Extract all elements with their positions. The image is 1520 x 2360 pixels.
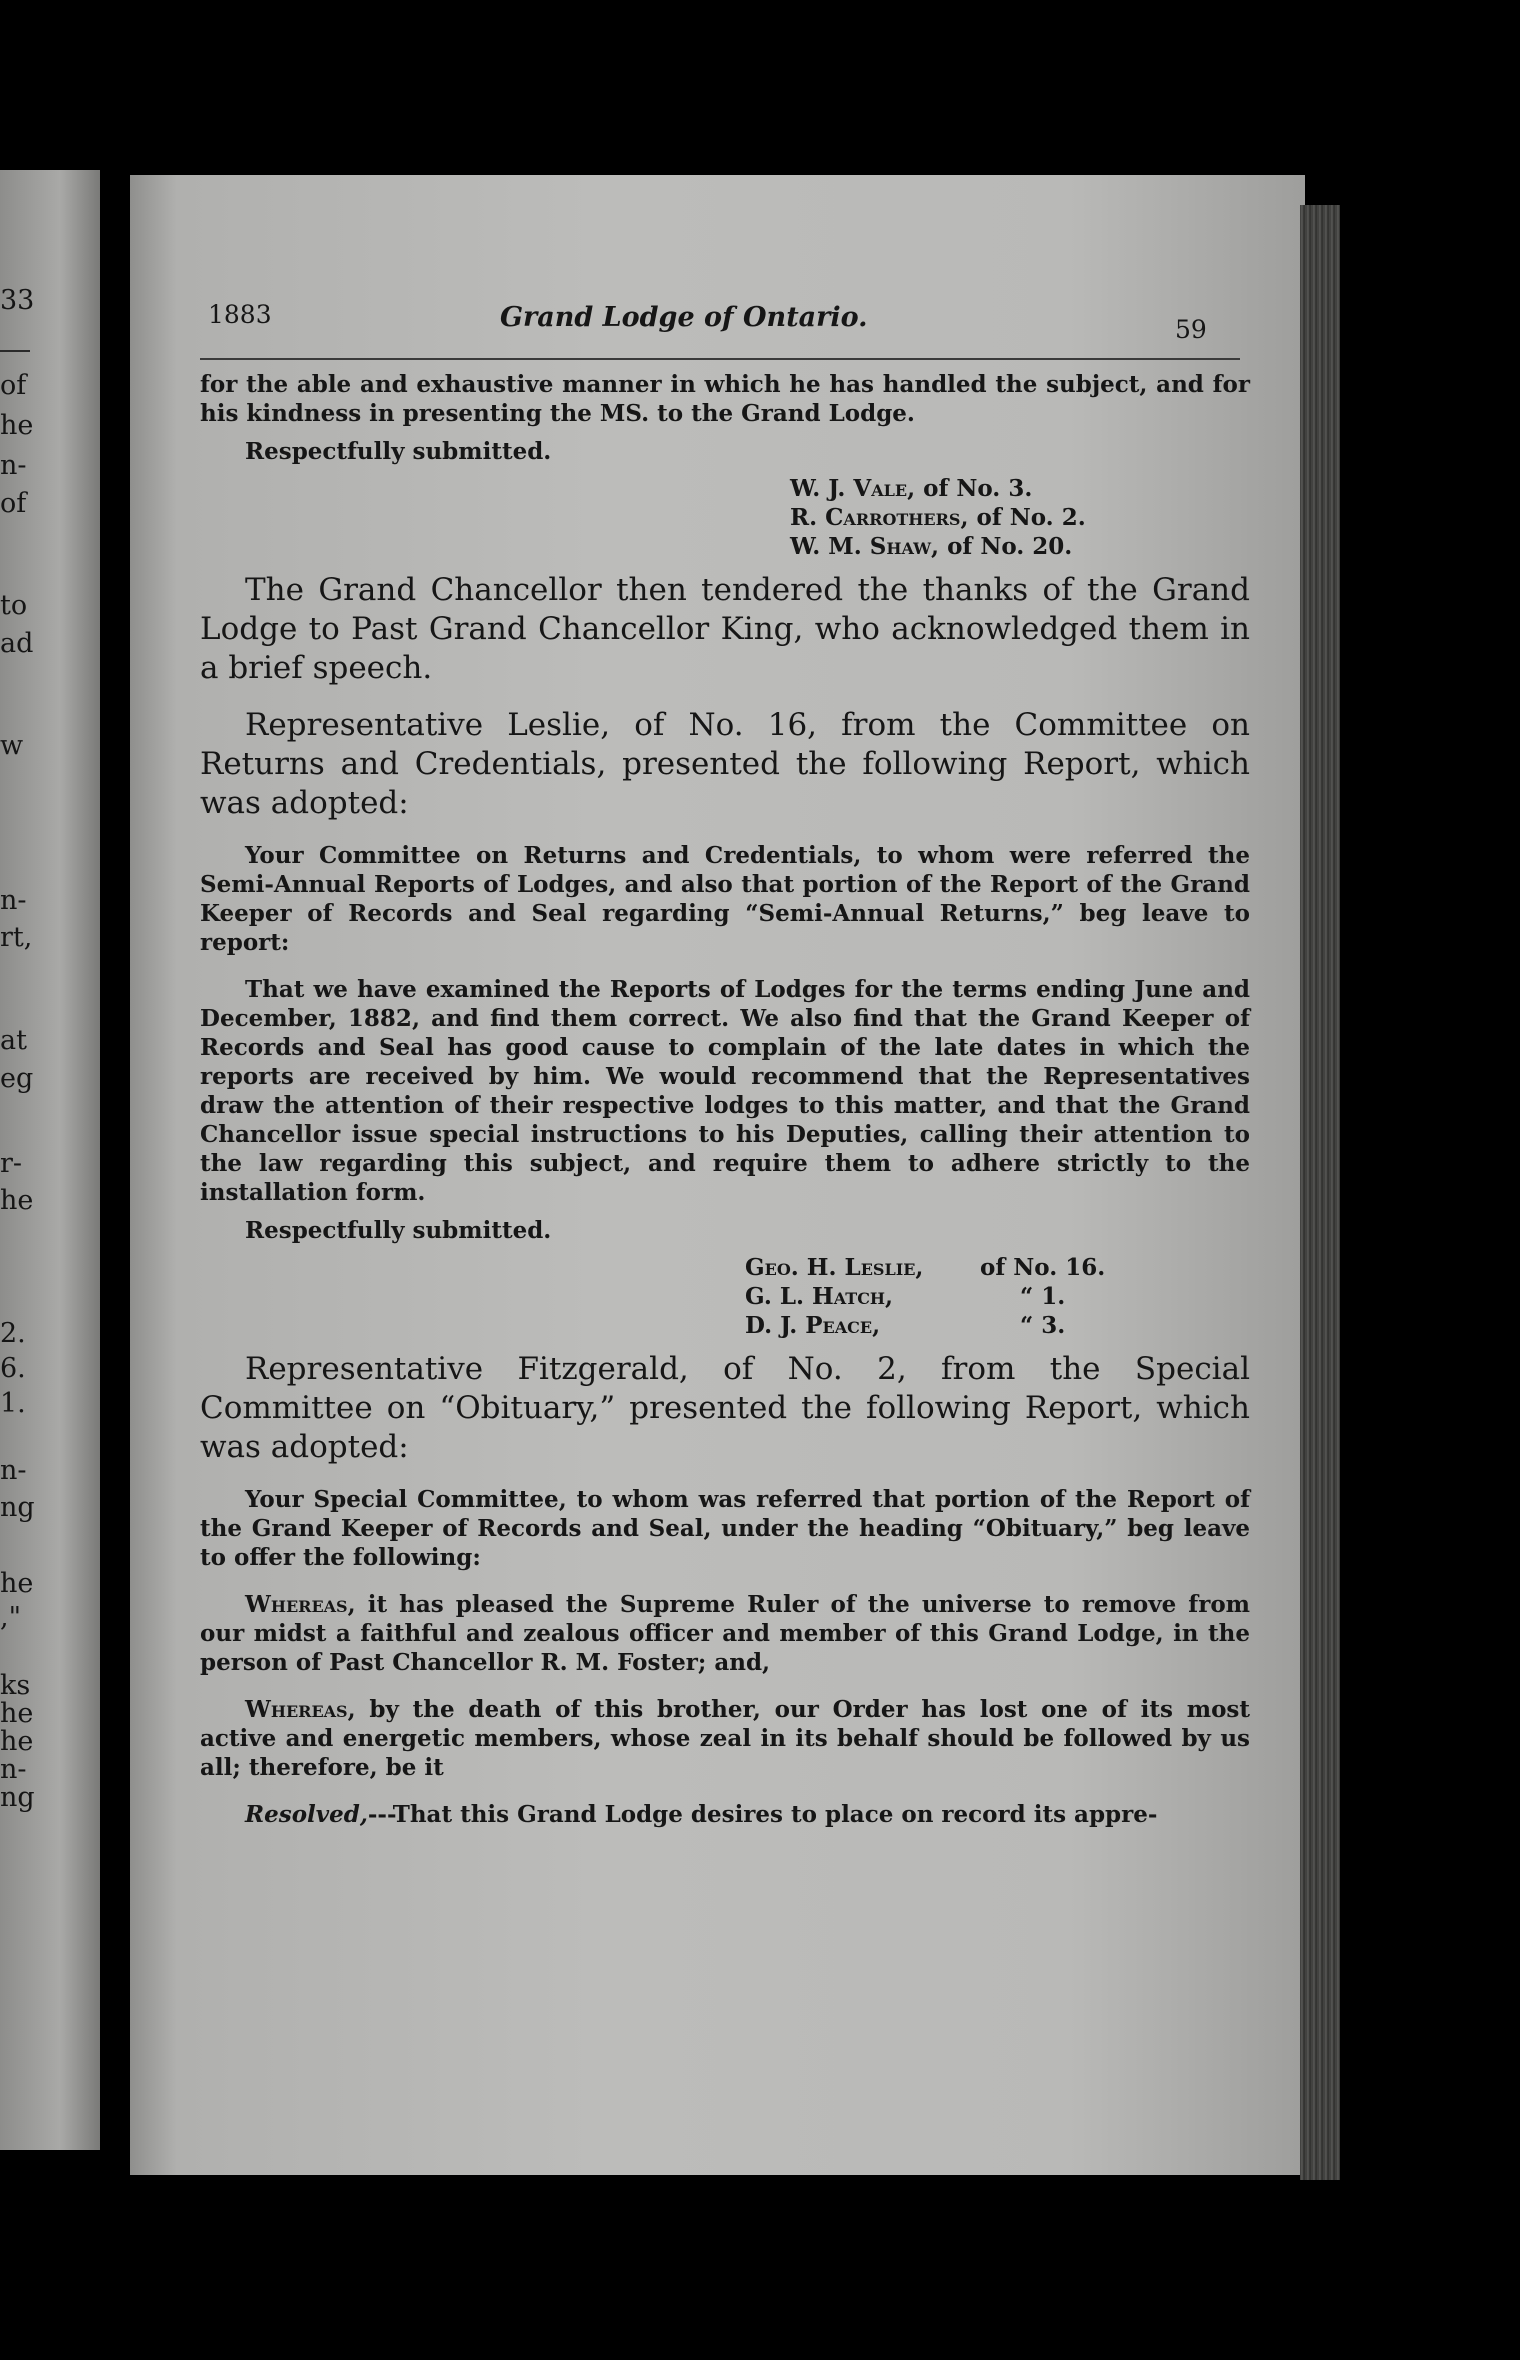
left-fragment: he	[0, 1726, 34, 1757]
whereas-paragraph	[200, 1590, 1250, 1677]
resolved-paragraph	[200, 1800, 1250, 1829]
signatory-lodge: of No. 3.	[923, 475, 1033, 502]
left-fragment: ,"	[0, 1602, 22, 1633]
left-fragment: 6.	[0, 1353, 26, 1384]
signature-block	[745, 1253, 1250, 1340]
head-rule	[200, 358, 1240, 360]
report-paragraph: That we have examined the Reports of Lodges for the terms ending June and December, 1882, and find them correct. We also find that the Grand Keeper of Records and Seal has good cause to complain of the late dates in which the reports are received by him. We would recommend that the Representatives draw the attention of their respective lodges to this matter, and that the Grand Chancellor issue special instructions to his Deputies, calling their attention to the law regarding this subject, and require them to adhere strictly to the installation form.	[200, 976, 1250, 1206]
left-fragment: 1.	[0, 1388, 26, 1419]
resolved-lead: Resolved,	[245, 1801, 368, 1828]
left-fragment: of	[0, 488, 27, 519]
left-fragment: eg	[0, 1063, 34, 1094]
whereas-text: it has pleased the Supreme Ruler of the universe to remove from our midst a faithful and zealous officer and member of this Grand Lodge, in the person of Past Chancellor R. M. Foster; and,	[200, 1591, 1250, 1676]
report-paragraph: Your Committee on Returns and Credentials, to whom were referred the Semi-Annual Reports of Lodges, and also that portion of the Report of the Grand Keeper of Records and Seal regarding “Semi-Annual Returns,” beg leave to report:	[200, 842, 1250, 956]
left-fragment: r-	[0, 1148, 23, 1179]
signature-block	[790, 474, 1250, 561]
signatory-name: G. L. Hatch,	[745, 1283, 894, 1310]
left-fragment: n-	[0, 1754, 27, 1785]
left-fragment: to	[0, 590, 28, 621]
whereas-text: by the death of this brother, our Order has lost one of its most active and energetic members, whose zeal in its behalf should be followed by us all; therefore, be it	[200, 1696, 1250, 1781]
signature-line	[790, 503, 1250, 532]
signatory-name: R. Carrothers,	[790, 504, 969, 531]
left-fragment: rt,	[0, 922, 33, 953]
left-fragment: he	[0, 1698, 34, 1729]
signatory-name: Geo. H. Leslie,	[745, 1254, 924, 1281]
signature-line	[745, 1282, 1250, 1311]
signature-line	[745, 1311, 1250, 1340]
left-fragment: n-	[0, 450, 27, 481]
signature-line	[745, 1253, 1250, 1282]
left-fragment: ad	[0, 628, 34, 659]
whereas-lead: Whereas,	[245, 1591, 356, 1618]
book-page	[130, 175, 1305, 2175]
left-fragment: n-	[0, 885, 27, 916]
left-fragment: ng	[0, 1782, 35, 1813]
running-head-year: 1883	[208, 300, 272, 329]
signatory-name: W. M. Shaw,	[790, 533, 940, 560]
resolved-text: ---That this Grand Lodge desires to place on record its appre-	[367, 1801, 1158, 1828]
left-fragment: 2.	[0, 1318, 26, 1349]
left-page-fragment	[0, 170, 100, 2150]
left-fragment: of	[0, 370, 27, 401]
body-paragraph: Representative Fitzgerald, of No. 2, from the Special Committee on “Obituary,” presented the following Report, which was adopted:	[200, 1351, 1250, 1465]
signatory-lodge: “ 3.	[1020, 1312, 1066, 1339]
left-fragment: he	[0, 410, 34, 441]
signature-line	[790, 532, 1250, 561]
left-page-head-rule	[0, 350, 30, 352]
body-paragraph: Representative Leslie, of No. 16, from the Committee on Returns and Credentials, presented the following Report, which was adopted:	[200, 707, 1250, 821]
report-paragraph: Your Special Committee, to whom was referred that portion of the Report of the Grand Keeper of Records and Seal, under the heading “Obituary,” beg leave to offer the following:	[200, 1486, 1250, 1571]
left-fragment: he	[0, 1568, 34, 1599]
signatory-lodge: of No. 16.	[980, 1254, 1106, 1281]
running-head	[200, 300, 1250, 350]
left-fragment: ng	[0, 1492, 35, 1523]
signatory-lodge: “ 1.	[1020, 1283, 1066, 1310]
signatory-name: W. J. Vale,	[790, 475, 916, 502]
left-fragment: ks	[0, 1670, 31, 1701]
page-content	[200, 300, 1250, 1829]
left-fragment: he	[0, 1185, 34, 1216]
signatory-name: D. J. Peace,	[745, 1312, 881, 1339]
left-fragment: at	[0, 1025, 27, 1056]
page-stack-edge	[1300, 205, 1340, 2180]
signature-line	[790, 474, 1250, 503]
running-head-title: Grand Lodge of Ontario.	[500, 302, 868, 333]
left-fragment: n-	[0, 1455, 27, 1486]
body-paragraph: The Grand Chancellor then tendered the thanks of the Grand Lodge to Past Grand Chancellor King, who acknowledged them in a brief speech.	[200, 572, 1250, 686]
continuation-paragraph: for the able and exhaustive manner in which he has handled the subject, and for his kindness in presenting the MS. to the Grand Lodge.	[200, 371, 1250, 427]
whereas-lead: Whereas,	[245, 1696, 356, 1723]
whereas-paragraph	[200, 1695, 1250, 1782]
page-number: 59	[1175, 315, 1207, 344]
left-fragment: w	[0, 730, 24, 761]
signoff: Respectfully submitted.	[245, 1217, 552, 1244]
signatory-lodge: of No. 20.	[947, 533, 1073, 560]
signatory-lodge: of No. 2.	[976, 504, 1086, 531]
signoff: Respectfully submitted.	[245, 438, 552, 465]
left-fragment: 33	[0, 285, 35, 316]
